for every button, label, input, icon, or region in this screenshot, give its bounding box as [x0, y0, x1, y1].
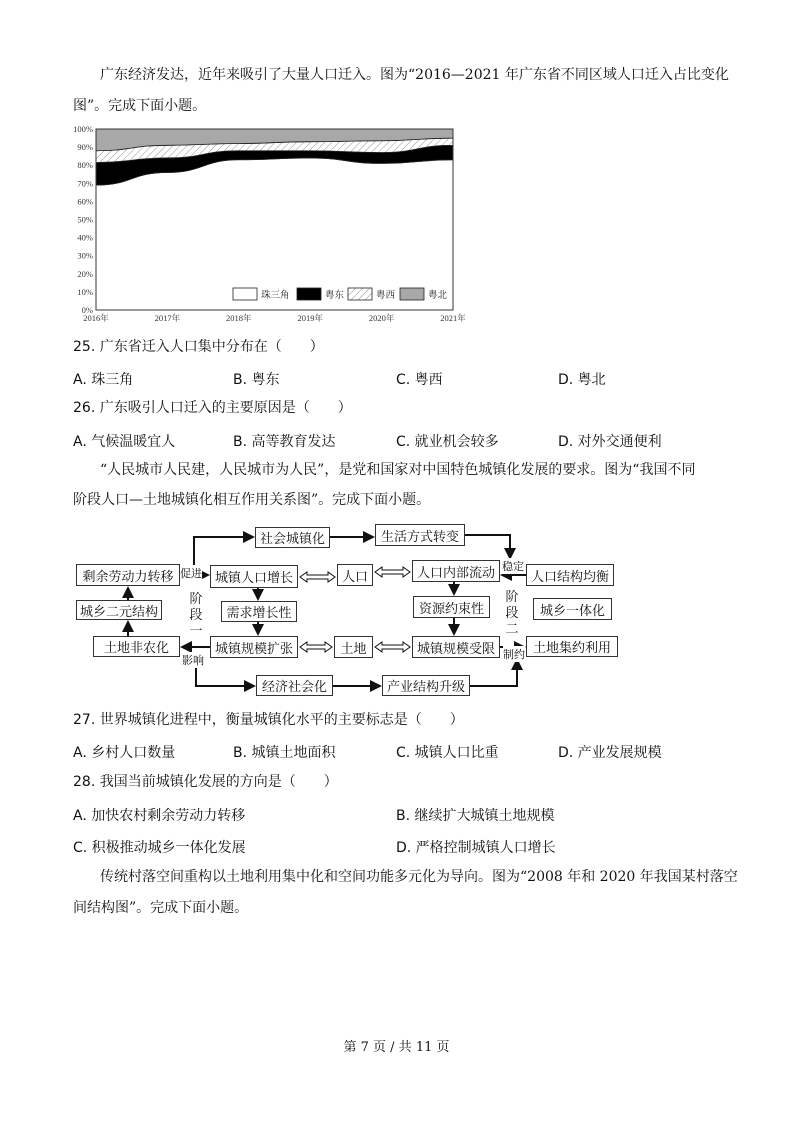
intro-paragraph-2-line-1: “人民城市人民建，人民城市为人民”，是党和国家对中国特色城镇化发展的要求。图为“我国不同 — [100, 462, 696, 478]
q27-option-c[interactable]: C. 城镇人口比重 — [396, 745, 499, 761]
label-stabilize: 稳定 — [502, 560, 524, 573]
q28-option-d[interactable]: D. 严格控制城镇人口增长 — [396, 840, 556, 856]
y-tick-label: 30% — [77, 250, 93, 261]
intro-paragraph-1-line-1: 广东经济发达，近年来吸引了大量人口迁入。图为“2016—2021 年广东省不同区域人口迁入占比变化 — [100, 67, 729, 83]
box-industry-upgrade: 产业结构升级 — [382, 675, 470, 696]
box-land-nonagri: 土地非农化 — [93, 636, 180, 657]
label-stage-1: 阶段一 — [189, 592, 203, 639]
legend-label: 珠三角 — [261, 291, 290, 301]
y-tick-label: 60% — [77, 196, 93, 207]
intro-paragraph-1-line-2: 图”。完成下面小题。 — [73, 98, 207, 114]
legend-label: 粤西 — [376, 291, 396, 301]
question-27-stem: 27. 世界城镇化进程中，衡量城镇化水平的主要标志是（ ） — [73, 712, 464, 728]
q25-option-b[interactable]: B. 粤东 — [233, 372, 280, 388]
question-26-stem: 26. 广东吸引人口迁入的主要原因是（ ） — [73, 400, 352, 416]
intro-paragraph-2-line-2: 阶段人口—土地城镇化相互作用关系图”。完成下面小题。 — [73, 492, 431, 508]
q27-option-a[interactable]: A. 乡村人口数量 — [73, 745, 176, 761]
x-tick-label: 2016年 — [83, 313, 109, 323]
q26-option-d[interactable]: D. 对外交通便利 — [558, 434, 662, 450]
box-structure-balance: 人口结构均衡 — [526, 564, 614, 586]
box-land-intensive: 土地集约利用 — [526, 636, 618, 657]
q27-option-b[interactable]: B. 城镇土地面积 — [233, 745, 336, 761]
y-tick-label: 90% — [77, 142, 93, 153]
y-tick-label: 40% — [77, 232, 93, 243]
q25-option-c[interactable]: C. 粤西 — [396, 372, 443, 388]
x-tick-label: 2017年 — [154, 313, 181, 323]
legend-label: 粤东 — [325, 291, 345, 301]
y-tick-label: 10% — [77, 286, 93, 297]
x-tick-label: 2019年 — [297, 313, 323, 323]
label-influence: 影响 — [182, 654, 204, 667]
y-tick-label: 50% — [77, 214, 93, 225]
q28-option-c[interactable]: C. 积极推动城乡一体化发展 — [73, 840, 246, 856]
question-25-stem: 25. 广东省迁入人口集中分布在（ ） — [73, 339, 324, 355]
y-tick-label: 0% — [81, 305, 93, 315]
box-surplus-labor: 剩余劳动力转移 — [76, 564, 180, 586]
legend-label: 粤北 — [428, 291, 448, 301]
box-scale-limited: 城镇规模受限 — [412, 636, 500, 658]
q26-option-a[interactable]: A. 气候温暖宜人 — [73, 434, 176, 450]
label-promote: 促进 — [180, 567, 202, 580]
intro-paragraph-3-line-1: 传统村落空间重构以土地利用集中化和空间功能多元化为导向。图为“2008 年和 2020 年我国某村落空 — [100, 869, 738, 885]
q28-option-a[interactable]: A. 加快农村剩余劳动力转移 — [73, 808, 246, 824]
box-urban-pop-growth: 城镇人口增长 — [210, 565, 298, 588]
q25-option-a[interactable]: A. 珠三角 — [73, 372, 134, 388]
box-resource-constraint: 资源约束性 — [413, 596, 490, 618]
y-tick-label: 20% — [77, 268, 93, 279]
box-demand-growth: 需求增长性 — [221, 601, 297, 622]
box-economic-socialization: 经济社会化 — [256, 675, 333, 696]
q25-option-d[interactable]: D. 粤北 — [558, 372, 606, 388]
page-footer: 第 7 页 / 共 11 页 — [343, 1040, 450, 1055]
x-tick-label: 2021年 — [440, 313, 466, 323]
x-tick-label: 2020年 — [368, 313, 395, 323]
q27-option-d[interactable]: D. 产业发展规模 — [558, 745, 662, 761]
q28-option-b[interactable]: B. 继续扩大城镇土地规模 — [396, 808, 555, 824]
question-28-stem: 28. 我国当前城镇化发展的方向是（ ） — [73, 774, 338, 790]
y-tick-label: 100% — [73, 124, 93, 134]
q26-option-b[interactable]: B. 高等教育发达 — [233, 434, 336, 450]
intro-paragraph-3-line-2: 间结构图”。完成下面小题。 — [73, 900, 249, 916]
box-lifestyle-change: 生活方式转变 — [375, 524, 465, 546]
y-tick-label: 70% — [77, 178, 93, 189]
label-restrict: 制约 — [503, 648, 525, 661]
box-land: 土地 — [334, 636, 373, 658]
x-tick-label: 2018年 — [226, 313, 252, 323]
q26-option-c[interactable]: C. 就业机会较多 — [396, 434, 499, 450]
box-dual-structure: 城乡二元结构 — [76, 600, 162, 620]
box-population: 人口 — [337, 564, 373, 586]
label-stage-2: 阶段二 — [505, 590, 519, 637]
y-tick-label: 80% — [77, 160, 93, 171]
box-urban-rural-integration: 城乡一体化 — [533, 598, 612, 620]
box-social-urbanization: 社会城镇化 — [255, 527, 330, 548]
box-internal-flow: 人口内部流动 — [412, 560, 500, 582]
box-scale-expansion: 城镇规模扩张 — [210, 636, 298, 658]
